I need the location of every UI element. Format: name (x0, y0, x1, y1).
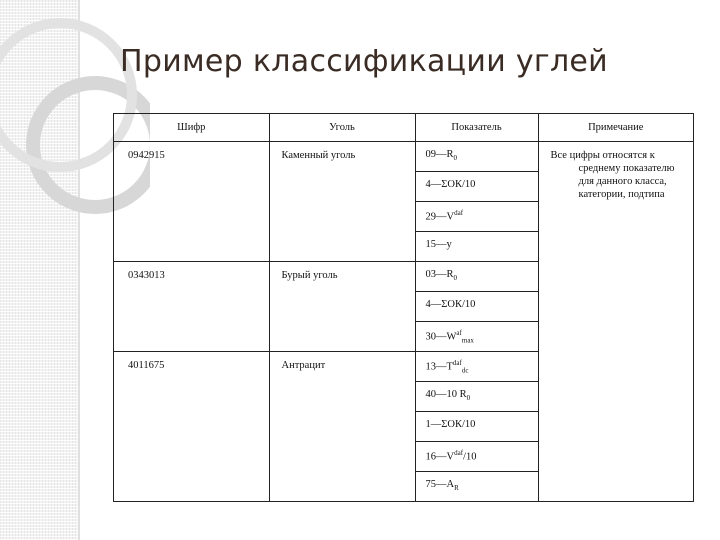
indicator-cell: 4—ΣОК/10 (415, 292, 538, 322)
header-code: Шифр (114, 114, 270, 142)
indicator-cell: 4—ΣОК/10 (415, 172, 538, 202)
classification-table (113, 113, 694, 502)
slide-title: Пример классификации углей (120, 44, 608, 79)
coal-cell: Бурый уголь (269, 262, 415, 352)
indicator-cell: $03—R_0$ (415, 262, 538, 292)
indicator-cell: $75—A_R$ (415, 472, 538, 502)
header-indicator: Показатель (415, 114, 538, 142)
table-header-row (114, 114, 694, 142)
indicator-cell: $13—T^{daf}_{dc}$ (415, 352, 538, 382)
indicator-cell: 1—ΣОК/10 (415, 412, 538, 442)
indicator-cell: 40—10 $R_0$ (415, 382, 538, 412)
indicator-cell: $30—W^{af}_{max}$ (415, 322, 538, 352)
table-row (114, 142, 694, 172)
indicator-cell: $16—V^{daf}/10$ (415, 442, 538, 472)
coal-cell: Антрацит (269, 352, 415, 502)
note-cell (538, 142, 694, 502)
indicator-cell: 15—y (415, 232, 538, 262)
code-cell: 4011675 (114, 352, 270, 502)
indicator-cell: $09—R_0$ (415, 142, 538, 172)
note-line-1: Все цифры относятся к (550, 150, 655, 161)
note-rest: среднему показателю для данного класса, категории, подтипа (578, 163, 675, 201)
coal-cell: Каменный уголь (269, 142, 415, 262)
header-coal: Уголь (269, 114, 415, 142)
code-cell: 0343013 (114, 262, 270, 352)
code-cell: 0942915 (114, 142, 270, 262)
header-note: Примечание (538, 114, 694, 142)
indicator-cell: $29—V^{daf}$ (415, 202, 538, 232)
